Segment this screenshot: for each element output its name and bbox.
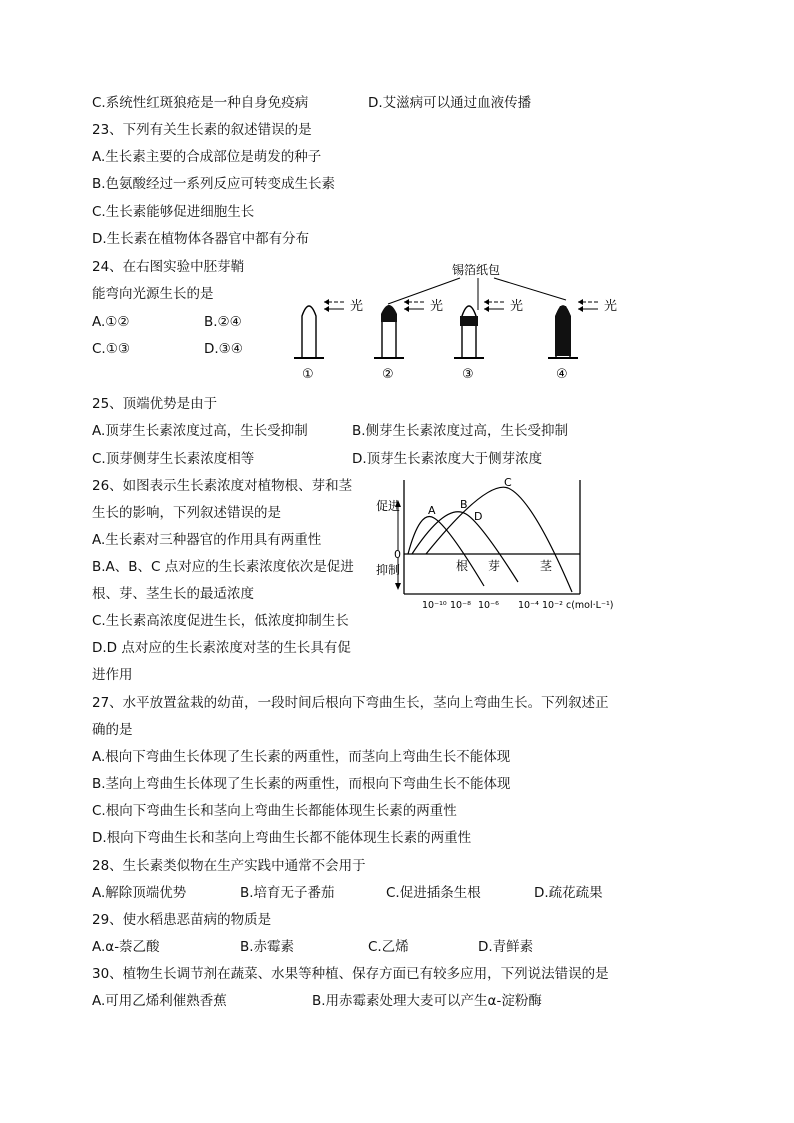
- root-curve: [408, 517, 484, 587]
- foil-band-3: [460, 316, 478, 326]
- peak-b-label: B: [460, 498, 468, 511]
- x-tick-1e-8: 10⁻⁸: [450, 600, 471, 611]
- foil-cap-2: [381, 305, 397, 322]
- light-label-3: 光: [510, 299, 524, 314]
- q25-option-d: D.顶芽生长素浓度大于侧芽浓度: [352, 451, 543, 467]
- foil-pointer-4: [494, 278, 566, 300]
- light-label-4: 光: [604, 299, 618, 314]
- coleoptile-3: [462, 306, 476, 358]
- q25-stem: 25、顶端优势是由于: [92, 396, 218, 412]
- point-d-label: D: [474, 510, 483, 523]
- peak-a-label: A: [428, 504, 436, 517]
- q29-option-a: A.α-萘乙酸: [92, 939, 160, 955]
- q24-option-d: D.③④: [204, 341, 243, 357]
- foil-sleeve-4: [555, 306, 571, 356]
- q26-option-b-line2: 根、芽、茎生长的最适浓度: [92, 586, 254, 602]
- q27-option-a: A.根向下弯曲生长体现了生长素的两重性，而茎向上弯曲生长不能体现: [92, 749, 511, 765]
- q26-option-c: C.生长素高浓度促进生长，低浓度抑制生长: [92, 613, 349, 629]
- peak-c-label: C: [504, 476, 512, 489]
- q27-stem-line2: 确的是: [92, 722, 133, 738]
- stem-curve: [426, 487, 572, 592]
- q22-option-c: C.系统性红斑狼疮是一种自身免疫病: [92, 95, 309, 111]
- q24-option-c: C.①③: [92, 341, 130, 357]
- x-tick-1e-10: 10⁻¹⁰: [422, 600, 447, 611]
- y-promote-label: 促进: [376, 499, 401, 513]
- q23-option-d: D.生长素在植物体各器官中都有分布: [92, 231, 310, 247]
- foil-pointer-2: [388, 278, 460, 304]
- zero-label: 0: [394, 548, 401, 561]
- label-1: ①: [302, 367, 314, 382]
- q26-option-d-line1: D.D 点对应的生长素浓度对茎的生长具有促: [92, 640, 351, 656]
- root-label: 根: [456, 559, 469, 573]
- q29-option-c: C.乙烯: [368, 939, 409, 955]
- q26-option-d-line2: 进作用: [92, 667, 133, 683]
- coleoptile-experiment-figure: [280, 258, 640, 388]
- q29-stem: 29、使水稻患恶苗病的物质是: [92, 912, 272, 928]
- q26-stem-line2: 生长的影响，下列叙述错误的是: [92, 505, 281, 521]
- x-unit-label: c(mol·L⁻¹): [566, 600, 614, 611]
- q27-option-b: B.茎向上弯曲生长体现了生长素的两重性，而根向下弯曲生长不能体现: [92, 776, 511, 792]
- q23-stem: 23、下列有关生长素的叙述错误的是: [92, 122, 312, 138]
- auxin-concentration-graph: [368, 474, 640, 616]
- q25-option-c: C.顶芽侧芽生长素浓度相等: [92, 451, 255, 467]
- q26-option-b-line1: B.A、B、C 点对应的生长素浓度依次是促进: [92, 559, 354, 575]
- q24-stem-line2: 能弯向光源生长的是: [92, 286, 214, 302]
- q27-option-d: D.根向下弯曲生长和茎向上弯曲生长都不能体现生长素的两重性: [92, 830, 472, 846]
- light-arrow-4: [578, 299, 598, 312]
- q26-option-a: A.生长素对三种器官的作用具有两重性: [92, 532, 322, 548]
- coleoptile-1: [302, 306, 316, 358]
- stem-label: 茎: [540, 559, 553, 573]
- q26-stem-line1: 26、如图表示生长素浓度对植物根、芽和茎: [92, 478, 353, 494]
- foil-label: 锡箔纸包: [452, 263, 501, 277]
- q23-option-b: B.色氨酸经过一系列反应可转变成生长素: [92, 176, 336, 192]
- q27-stem-line1: 27、水平放置盆栽的幼苗，一段时间后根向下弯曲生长，茎向上弯曲生长。下列叙述正: [92, 695, 609, 711]
- light-arrow-1: [324, 299, 344, 312]
- light-label-2: 光: [430, 299, 444, 314]
- q30-option-a: A.可用乙烯利催熟香蕉: [92, 993, 227, 1009]
- q28-option-b: B.培育无子番茄: [240, 885, 335, 901]
- q25-option-b: B.侧芽生长素浓度过高，生长受抑制: [352, 423, 569, 439]
- x-tick-1e-4: 10⁻⁴: [518, 600, 539, 611]
- q30-stem: 30、植物生长调节剂在蔬菜、水果等种植、保存方面已有较多应用，下列说法错误的是: [92, 966, 609, 982]
- q24-option-b: B.②④: [204, 314, 242, 330]
- label-2: ②: [382, 367, 394, 382]
- q30-option-b: B.用赤霉素处理大麦可以产生α-淀粉酶: [312, 993, 542, 1009]
- q24-option-a: A.①②: [92, 314, 130, 330]
- label-4: ④: [556, 367, 568, 382]
- y-inhibit-label: 抑制: [376, 563, 401, 577]
- q29-option-d: D.青鲜素: [478, 939, 534, 955]
- q28-option-d: D.疏花疏果: [534, 885, 603, 901]
- q29-option-b: B.赤霉素: [240, 939, 295, 955]
- label-3: ③: [462, 367, 474, 382]
- q24-stem-line1: 24、在右图实验中胚芽鞘: [92, 259, 245, 275]
- q23-option-a: A.生长素主要的合成部位是萌发的种子: [92, 149, 322, 165]
- q23-option-c: C.生长素能够促进细胞生长: [92, 204, 255, 220]
- x-tick-1e-6: 10⁻⁶: [478, 600, 499, 611]
- q22-option-d: D.艾滋病可以通过血液传播: [368, 95, 532, 111]
- inhibit-arrowhead: [395, 583, 401, 590]
- q25-option-a: A.顶芽生长素浓度过高，生长受抑制: [92, 423, 308, 439]
- q28-option-c: C.促进插条生根: [386, 885, 481, 901]
- light-arrow-3: [484, 299, 504, 312]
- light-label-1: 光: [350, 299, 364, 314]
- q27-option-c: C.根向下弯曲生长和茎向上弯曲生长都能体现生长素的两重性: [92, 803, 457, 819]
- light-arrow-2: [404, 299, 424, 312]
- q28-stem: 28、生长素类似物在生产实践中通常不会用于: [92, 858, 366, 874]
- q28-option-a: A.解除顶端优势: [92, 885, 187, 901]
- bud-label: 芽: [488, 559, 501, 573]
- x-tick-1e-2: 10⁻²: [542, 600, 563, 611]
